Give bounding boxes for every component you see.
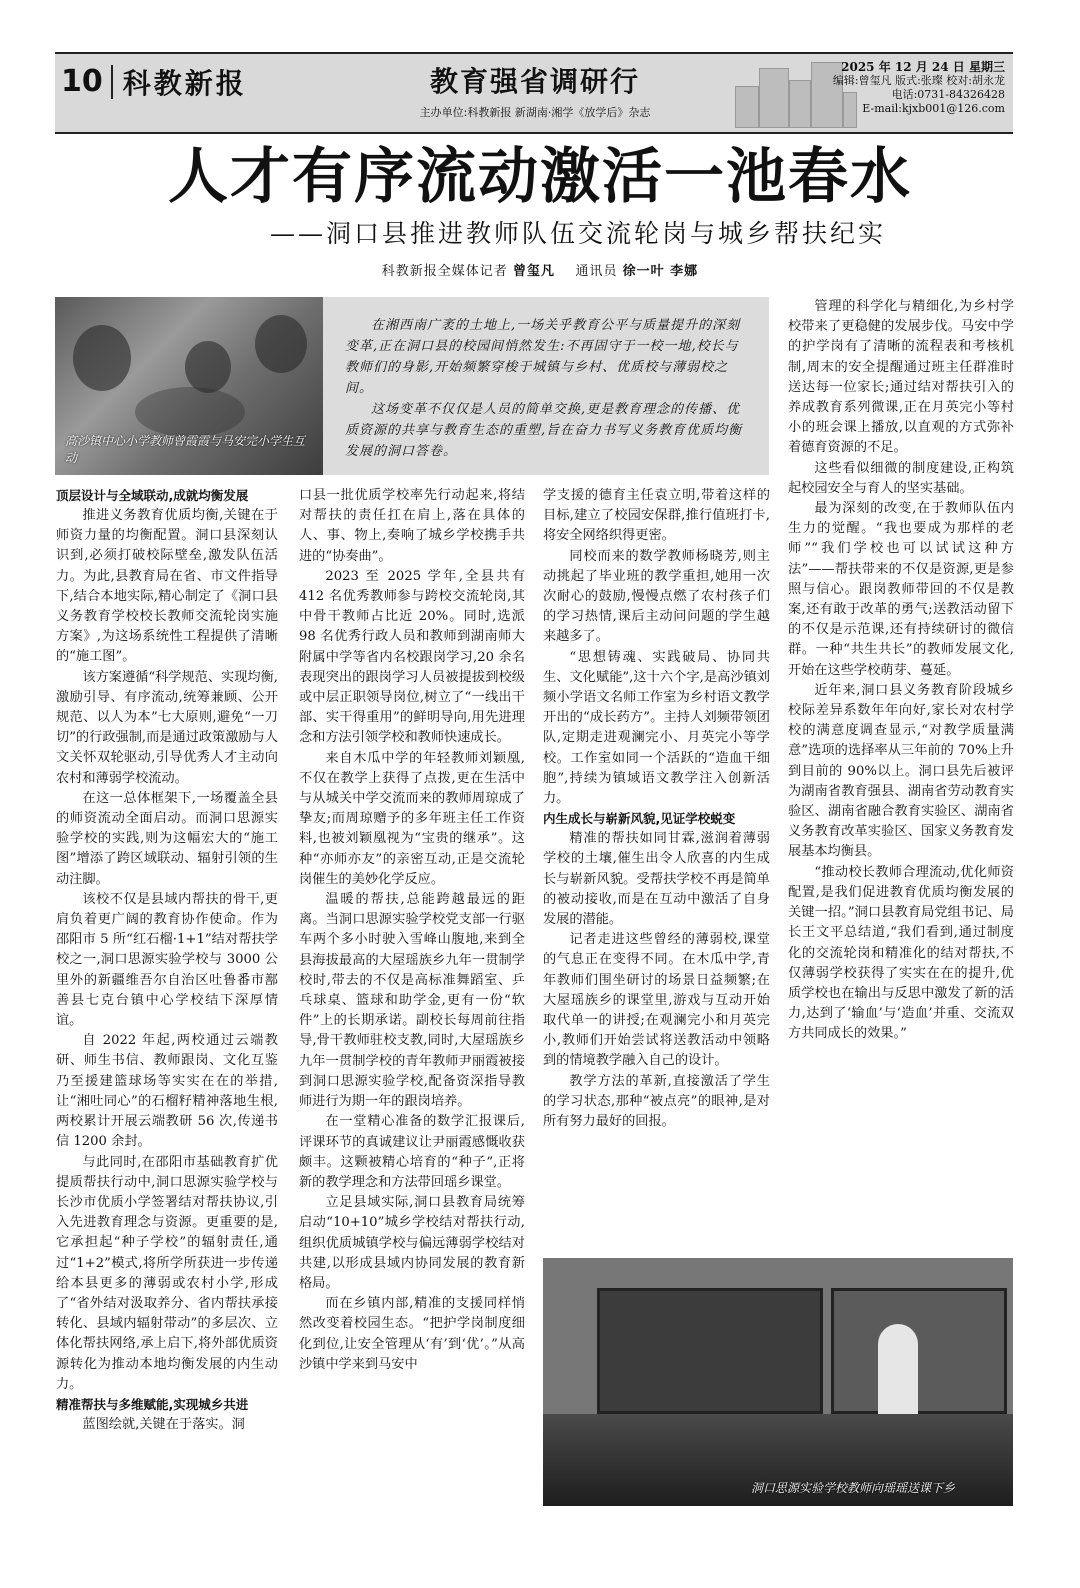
correspondent-names: 徐一叶 李娜 (622, 264, 699, 279)
reporter-name: 曾玺凡 (512, 264, 555, 279)
article-column-4 (788, 297, 1014, 1045)
section-heading: 精准帮扶与多维赋能,实现城乡共进 (56, 1396, 249, 1412)
page-header (55, 52, 1013, 134)
paragraph: 该方案遵循“科学规范、实现均衡,激励引导、有序流动,统筹兼顾、公开规范、以人为本”七大原则,避免“一刀切”的行政强制,而是通过政策激励与人文关怀双轮驱动,引导优秀人才主动向农村和薄弱学校流动。 (56, 669, 278, 786)
phone-number: 电话:0731-84326428 (891, 88, 1005, 101)
blackboard (597, 1288, 823, 1414)
paragraph: 最为深刻的改变,在于教师队伍内生力的觉醒。“我也要成为那样的老师”“我们学校也可以试试这种方法”——帮扶带来的不仅是资源,更是参照与信心。跟岗教师带回的不仅是教案,还有敢于改革的勇气;送教活动留下的不仅是示范课,还有持续研讨的微信群。一种“共生共长”的教师发展文化,开始在这些学校萌芽、蔓延。 (788, 501, 1014, 678)
byline (0, 260, 1080, 279)
whiteboard (831, 1288, 1007, 1414)
masthead (55, 62, 247, 102)
paragraph: 立足县域实际,洞口县教育局统筹启动“10+10”城乡学校结对帮扶行动,组织优质城镇学校与偏远薄弱学校结对共建,以形成县域内协同发展的教育新格局。 (299, 1195, 525, 1291)
paragraph: 在一堂精心准备的数学汇报课后,评课环节的真诚建议让尹丽霞感慨收获颇丰。这颗被精心培育的“种子”,正将新的教学理念和方法带回瑶乡课堂。 (299, 1114, 525, 1190)
sponsor-line: 主办单位:科教新报 新湖南·湘学《放学后》杂志 (419, 106, 651, 119)
email-address: E-mail:kjxb001@126.com (862, 102, 1005, 115)
paper-name: 科教新报 (122, 67, 247, 100)
section-heading: 内生成长与崭新风貌,见证学校蜕变 (543, 811, 736, 827)
classroom-photo-bottom (543, 1258, 1013, 1506)
lead-paragraph: 这场变革不仅仅是人员的简单交换,更是教育理念的传播、优质资源的共享与教育生态的重塑,旨在奋力书写义务教育优质均衡发展的洞口答卷。 (345, 402, 743, 459)
classroom-photo-top (55, 297, 323, 475)
section-heading: 顶层设计与全域联动,成就均衡发展 (56, 488, 249, 503)
paragraph: 同校而来的数学教师杨晓芳,则主动挑起了毕业班的教学重担,她用一次次耐心的鼓励,慢慢点燃了农村孩子们的学习热情,课后主动问问题的学生越来越多了。 (543, 548, 770, 645)
reporter-prefix: 科教新报全媒体记者 (381, 264, 508, 279)
paragraph: “推动校长教师合理流动,优化师资配置,是我们促进教育优质均衡发展的关键一招。”洞口县教育局党组书记、局长王文平总结道,“我们看到,通过制度化的交流轮岗和精准化的结对帮扶,不仅薄弱学校获得了实实在在的提升,优质学校也在输出与反思中激发了新的活力,达到了‘输血’与‘造血’并重、交流双方共同成长的效果。” (788, 864, 1014, 1042)
correspondent-prefix: 通讯员 (575, 264, 618, 279)
headline: 人才有序流动激活一池春水 (168, 142, 912, 212)
paragraph: 与此同时,在邵阳市基础教育扩优提质帮扶行动中,洞口思源实验学校与长沙市优质小学签署结对帮扶协议,引入先进教育理念与资源。更重要的是,它承担起“种子学校”的辐射责任,通过“1+2”模式,将所学所获进一步传递给本县更多的薄弱或农村小学,形成了“省外结对汲取养分、省内帮扶承接转化、县域内辐射带动”的多层次、立体化帮扶网络,承上启下,将外部优质资源转化为推动本地均衡发展的内生动力。 (56, 1154, 278, 1392)
section-banner (385, 60, 685, 120)
paragraph: 自 2022 年起,两校通过云端教研、师生书信、教师跟岗、文化互鉴乃至援建篮球场等实实在在的举措,让“湘吐同心”的石榴籽精神落地生根,两校累计开展云端教研 56 次,传递书信 1200 余封。 (56, 1033, 278, 1150)
paragraph: 近年来,洞口县义务教育阶段城乡校际差异系数年年向好,家长对农村学校的满意度调查显示,“对教学质量满意”选项的选择率从三年前的 70%上升到目前的 90%以上。洞口县先后被评为湖南省教育强县、湖南省劳动教育实验区、湖南省融合教育实验区、湖南省义务教育改革实验区、国家义务教育发展基本均衡县。 (788, 682, 1014, 860)
paragraph: 温暖的帮扶,总能跨越最远的距离。当洞口思源实验学校党支部一行驱车两个多小时驶入雪峰山腹地,来到全县海拔最高的大屋瑶族乡九年一贯制学校时,带去的不仅是高标准舞蹈室、乒乓球桌、篮球和助学金,更有一份“软件”上的长期承诺。副校长每周前往指导,骨干教师驻校支教,同时,大屋瑶族乡九年一贯制学校的青年教师尹丽霞被接到洞口思源实验学校,配备资深指导教师进行为期一年的跟岗培养。 (299, 892, 525, 1110)
article-column-3 (543, 486, 770, 1132)
editor-credits: 编辑:曾玺凡 版式:张璨 校对:胡永龙 (832, 74, 1005, 87)
article-column-1 (56, 486, 278, 1435)
paragraph: 学支援的德育主任袁立明,带着这样的目标,建立了校园安保群,推行值班打卡,将安全网络织得更密。 (543, 488, 770, 544)
issue-date: 2025 年 12 月 24 日 星期三 (841, 60, 1005, 74)
paragraph: 这些看似细微的制度建设,正构筑起校园安全与育人的坚实基础。 (788, 460, 1014, 496)
paragraph: 2023 至 2025 学年,全县共有 412 名优秀教师参与跨校交流轮岗,其中骨干教师占比近 20%。同时,选派 98 名优秀行政人员和教师到湖南师大附属中学等省内名校跟岗学习,20 余名表现突出的跟岗学习人员被提拔到校级或中层正职领导岗位,树立了“一线出干部、实干得重用”的鲜明导向,用先进理念和方法引领学校和教师快速成长。 (299, 568, 525, 746)
subheadline: ——洞口县推进教师队伍交流轮岗与城乡帮扶纪实 (270, 219, 887, 248)
paragraph: 在这一总体框架下,一场覆盖全县的师资流动全面启动。而洞口思源实验学校的实践,则为这幅宏大的“施工图”增添了跨区域联动、辐射引领的生动注脚。 (56, 790, 278, 887)
lead-box (323, 297, 769, 475)
paragraph: 管理的科学化与精细化,为乡村学校带来了更稳健的发展步伐。马安中学的护学岗有了清晰的流程表和考核机制,周末的安全提醒通过班主任群准时送达每一位家长;通过结对帮扶引入的养成教育系列微课,正在月英完小等村小的班会课上播放,以直观的方式弥补着德育资源的不足。 (788, 299, 1014, 456)
paragraph: 口县一批优质学校率先行动起来,将结对帮扶的责任扛在肩上,落在具体的人、事、物上,奏响了城乡学校携手共进的“协奏曲”。 (299, 488, 525, 564)
article-column-2 (299, 486, 525, 1375)
paragraph: 该校不仅是县域内帮扶的骨干,更肩负着更广阔的教育协作使命。作为邵阳市 5 所“红石榴·1+1”结对帮扶学校之一,洞口思源实验学校与 3000 公里外的新疆维吾尔自治区吐鲁番市鄯善县七克台镇中心学校结下深厚情谊。 (56, 891, 278, 1029)
paragraph: 教学方法的革新,直接激活了学生的学习状态,那种“被点亮”的眼神,是对所有努力最好的回报。 (543, 1073, 770, 1130)
paragraph: 推进义务教育优质均衡,关键在于师资力量的均衡配置。洞口县深刻认识到,必须打破校际壁垒,激发队伍活力。为此,县教育局在省、市文件指导下,结合本地实际,精心制定了《洞口县义务教育学校校长教师交流轮岗实施方案》,为这场系统性工程提供了清晰的“施工图”。 (56, 508, 278, 665)
page-number: 10 (55, 65, 113, 99)
paragraph: 精准的帮扶如同甘霖,滋润着薄弱学校的土壤,催生出令人欣喜的内生成长与崭新风貌。受帮扶学校不再是简单的被动接收,而是在互动中激活了自身发展的潜能。 (543, 831, 770, 928)
paragraph: 记者走进这些曾经的薄弱校,课堂的气息正在变得不同。在木瓜中学,青年教师们围坐研讨的场景日益频繁;在大屋瑶族乡的课堂里,游戏与互动开始取代单一的讲授;在观澜完小和月英完小,教师们开始尝试将送教活动中领略到的情境教学融入自己的设计。 (543, 932, 770, 1069)
paragraph: 而在乡镇内部,精准的支援同样悄然改变着校园生态。“把护学岗制度细化到位,让安全管理从‘有’到‘优’。”从高沙镇中学来到马安中 (299, 1296, 525, 1372)
lead-paragraph: 在湘西南广袤的土地上,一场关乎教育公平与质量提升的深刻变革,正在洞口县的校园间悄然发生:不再固守于一校一地,校长与教师们的身影,开始频繁穿梭于城镇与乡村、优质校与薄弱校之间。 (345, 318, 741, 396)
photo-caption-top: 高沙镇中心小学教师曾霞霞与马安完小学生互动 (65, 434, 306, 465)
paragraph: “思想铸魂、实践破局、协同共生、文化赋能”,这十六个字,是高沙镇刘频小学语文名师工作室为乡村语文教学开出的“成长药方”。主持人刘频带领团队,定期走进观澜完小、月英完小等学校。工作室如同一个活跃的“造血干细胞”,持续为镇域语文教学注入创新活力。 (543, 649, 770, 807)
section-title: 教育强省调研行 (429, 65, 640, 98)
issue-info (833, 60, 1005, 116)
paragraph: 蓝图绘就,关键在于落实。洞 (82, 1416, 245, 1432)
paragraph: 来自木瓜中学的年轻教师刘颖凰,不仅在教学上获得了点拨,更在生活中与从城关中学交流而来的教师周琼成了挚友;而周琼赠予的多年班主任工作资料,也被刘颖凰视为“宝贵的继承”。这种“亦师亦友”的亲密互动,正是交流轮岗催生的美妙化学反应。 (299, 750, 525, 887)
photo-caption-bottom: 洞口思源实验学校教师向瑶瑶送课下乡 (751, 1481, 956, 1495)
